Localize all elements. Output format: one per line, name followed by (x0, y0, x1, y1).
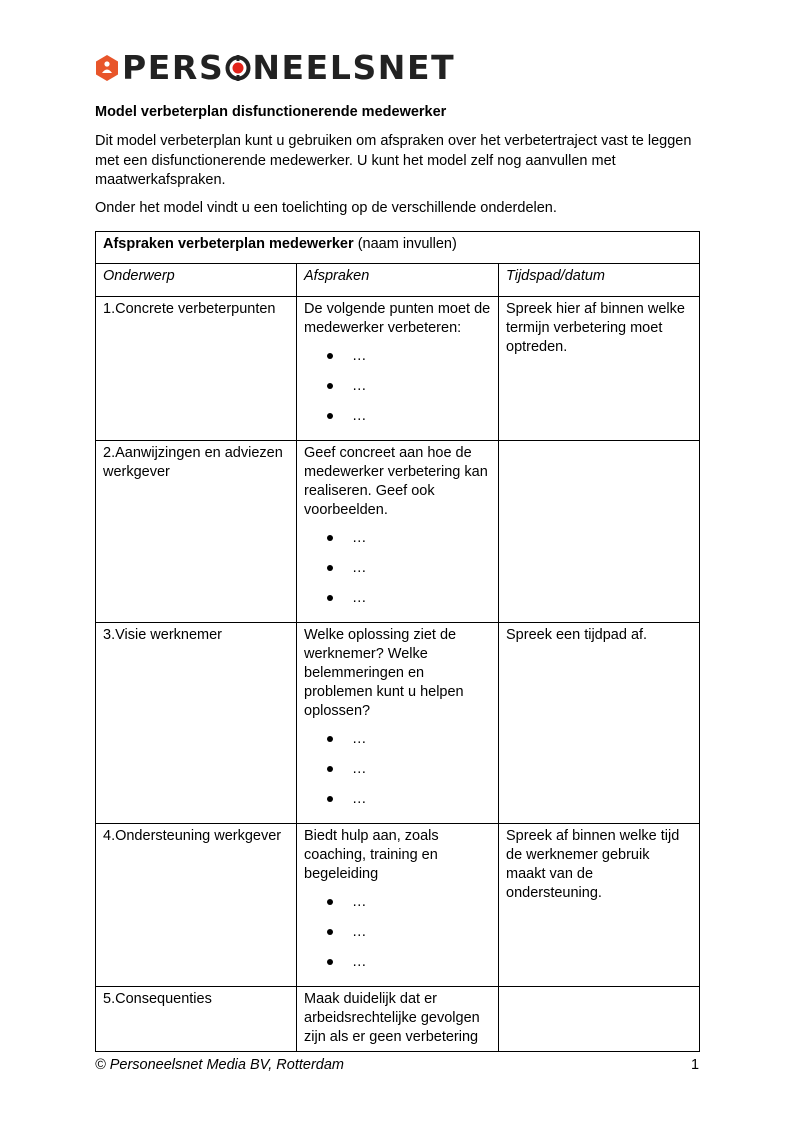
list-item: … (304, 729, 491, 759)
logo-text-before: PERS (122, 48, 225, 87)
table-row (96, 297, 700, 441)
column-header-timeline: Tijdspad/datum (499, 264, 700, 297)
row-agreement (297, 824, 499, 987)
table-row (96, 824, 700, 987)
row-timeline: Spreek hier af binnen welke termijn verbetering moet optreden. (499, 297, 700, 441)
column-header-subject: Onderwerp (96, 264, 297, 297)
list-item: … (304, 558, 491, 588)
table-row (96, 623, 700, 824)
row-agreement (297, 623, 499, 824)
table-header-title: Afspraken verbeterplan medewerker (103, 236, 354, 252)
row-agreement (297, 987, 499, 1052)
bullet-list (304, 528, 491, 618)
agreement-text: Biedt hulp aan, zoals coaching, training en begeleiding (304, 828, 439, 882)
bullet-list (304, 346, 491, 436)
agreement-text: Geef concreet aan hoe de medewerker verbetering kan realiseren. Geef ook voorbeelden. (304, 445, 488, 518)
list-item: … (304, 952, 491, 982)
column-header-row (96, 264, 700, 297)
table-header-row (96, 232, 700, 264)
list-item: … (304, 588, 491, 618)
list-item: … (304, 759, 491, 789)
footer-copyright: © Personeelsnet Media BV, Rotterdam (95, 1057, 344, 1073)
row-subject: 4.Ondersteuning werkgever (96, 824, 297, 987)
improvement-plan-table (95, 231, 700, 1052)
list-item: … (304, 528, 491, 558)
personeelsnet-logo (95, 48, 456, 87)
bullet-list (304, 892, 491, 982)
agreement-text: De volgende punten moet de medewerker verbeteren: (304, 301, 491, 336)
row-timeline: Spreek een tijdpad af. (499, 623, 700, 824)
row-agreement (297, 441, 499, 623)
list-item: … (304, 406, 491, 436)
row-subject: 2.Aanwijzingen en adviezen werkgever (96, 441, 297, 623)
list-item: … (304, 922, 491, 952)
table-row (96, 441, 700, 623)
row-subject: 5.Consequenties (96, 987, 297, 1052)
agreement-text: Welke oplossing ziet de werknemer? Welke belemmeringen en problemen kunt u helpen oplossen? (304, 627, 464, 719)
row-subject: 3.Visie werknemer (96, 623, 297, 824)
row-subject: 1.Concrete verbeterpunten (96, 297, 297, 441)
row-timeline (499, 987, 700, 1052)
table-row (96, 987, 700, 1052)
list-item: … (304, 789, 491, 819)
list-item: … (304, 346, 491, 376)
list-item: … (304, 892, 491, 922)
agreement-text: Maak duidelijk dat er arbeidsrechtelijke gevolgen zijn als er geen verbetering (304, 991, 480, 1045)
target-o-icon (225, 55, 251, 81)
intro-note: Onder het model vindt u een toelichting op de verschillende onderdelen. (95, 200, 557, 216)
column-header-agreements: Afspraken (297, 264, 499, 297)
row-timeline: Spreek af binnen welke tijd de werknemer gebruik maakt van de ondersteuning. (499, 824, 700, 987)
bullet-list (304, 729, 491, 819)
page-number: 1 (691, 1057, 700, 1073)
document-title: Model verbeterplan disfunctionerende medewerker (95, 104, 447, 120)
table-header-cell (96, 232, 700, 264)
list-item: … (304, 376, 491, 406)
person-hexagon-icon (95, 55, 119, 81)
intro-paragraph: Dit model verbeterplan kunt u gebruiken om afspraken over het verbetertraject vast te leggen met een disfunctionerende medewerker. U kunt het model zelf nog aanvullen met maatwerkafspraken. (95, 133, 692, 188)
table-header-note: (naam invullen) (357, 236, 457, 252)
row-agreement (297, 297, 499, 441)
logo-wordmark (122, 48, 456, 87)
row-timeline (499, 441, 700, 623)
logo-text-after: NEELSNET (252, 48, 456, 87)
